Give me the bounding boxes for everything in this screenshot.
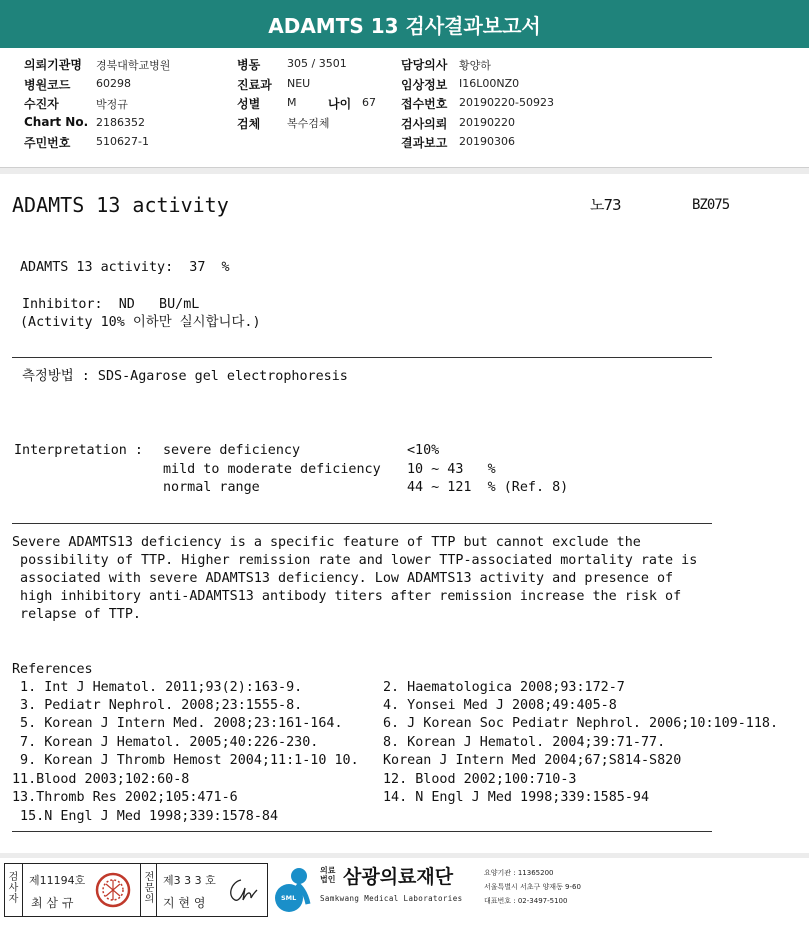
age-value: 67 <box>362 96 376 109</box>
signer2-license: 제3 3 3 호 <box>163 874 216 887</box>
signer1-license: 제11194호 <box>29 874 86 887</box>
doctor-value: 황양하 <box>459 59 491 72</box>
reference-item: 14. N Engl J Med 1998;339:1585-94 <box>383 790 650 805</box>
report-body <box>0 174 809 853</box>
ward-value: 305 / 3501 <box>287 57 347 70</box>
referring-hospital-label: 의뢰기관명 <box>24 58 82 72</box>
org-code: 요양기관 : 11365200 <box>484 869 554 877</box>
seal-stamp-icon <box>94 870 132 910</box>
report-date-label: 결과보고 <box>401 136 448 150</box>
interp-category-severe: severe deficiency <box>163 443 301 458</box>
request-date-label: 검사의뢰 <box>401 117 448 131</box>
hospital-code-value: 60298 <box>96 77 131 90</box>
signer2-name: 지 현 영 <box>163 896 206 910</box>
interp-range-mild: 10 ~ 43 % <box>407 462 496 477</box>
comment-line: relapse of TTP. <box>12 607 141 622</box>
signer2-role: 전문의 <box>144 872 155 905</box>
comment-line: high inhibitory anti-ADAMTS13 antibody titers after remission increase the risk of <box>12 589 682 604</box>
resident-no-value: 510627-1 <box>96 135 149 148</box>
referring-hospital-value: 경북대학교병원 <box>96 59 171 72</box>
inhibitor-note: (Activity 10% 이하만 실시합니다.) <box>20 315 261 330</box>
patient-name-label: 수진자 <box>24 97 59 111</box>
chart-no-value: 2186352 <box>96 116 145 129</box>
reference-item: 8. Korean J Hematol. 2004;39:71-77. <box>383 735 666 750</box>
department-value: NEU <box>287 77 311 90</box>
interp-range-severe: <10% <box>407 443 440 458</box>
sex-label: 성별 <box>237 97 261 111</box>
reference-item: Korean J Intern Med 2004;67;S814-S820 <box>383 753 682 768</box>
inhibitor-line: Inhibitor: ND BU/mL <box>22 297 200 312</box>
interp-category-normal: normal range <box>163 480 260 495</box>
reference-item: 12. Blood 2002;100:710-3 <box>383 772 577 787</box>
patient-name-value: 박정규 <box>96 98 128 111</box>
result-line: ADAMTS 13 activity: 37 % <box>20 260 230 275</box>
signer1-name: 최 삼 규 <box>31 896 74 910</box>
reference-item: 13.Thromb Res 2002;105:471-6 <box>12 790 238 805</box>
separator-line <box>12 357 712 358</box>
reference-item: 15.N Engl J Med 1998;339:1578-84 <box>12 809 279 824</box>
org-phone: 대표번호 : 02-3497-5100 <box>484 897 568 905</box>
clinical-info-label: 임상정보 <box>401 78 448 92</box>
comment-line: Severe ADAMTS13 deficiency is a specific feature of TTP but cannot exclude the <box>12 535 641 550</box>
logo-text: SML <box>281 894 297 902</box>
reference-item: 4. Yonsei Med J 2008;49:405-8 <box>383 698 617 713</box>
reference-item: 2. Haematologica 2008;93:172-7 <box>383 680 625 695</box>
reference-item: 1. Int J Hematol. 2011;93(2):163-9. <box>12 680 303 695</box>
reference-item: 7. Korean J Hematol. 2005;40:226-230. <box>12 735 319 750</box>
footer <box>0 858 809 928</box>
separator-line <box>12 831 712 832</box>
report-title: ADAMTS 13 검사결과보고서 <box>0 0 809 48</box>
handwritten-code: 노73 <box>590 196 621 214</box>
request-date-value: 20190220 <box>459 116 515 129</box>
comment-line: possibility of TTP. Higher remission rate and lower TTP-associated mortality rate is <box>12 553 698 568</box>
department-label: 진료과 <box>237 78 272 92</box>
age-label: 나이 <box>328 97 352 111</box>
references-title: References <box>12 662 93 677</box>
method-line: 측정방법 : SDS-Agarose gel electrophoresis <box>22 369 348 384</box>
reference-item: 6. J Korean Soc Pediatr Nephrol. 2006;10:109-118. <box>383 716 779 731</box>
test-code: BZ075 <box>692 197 730 213</box>
resident-no-label: 주민번호 <box>24 136 71 150</box>
separator-line <box>12 523 712 524</box>
reference-item: 3. Pediatr Nephrol. 2008;23:1555-8. <box>12 698 303 713</box>
interp-range-normal: 44 ~ 121 % (Ref. 8) <box>407 480 569 495</box>
specimen-label: 검체 <box>237 117 261 131</box>
specimen-value: 복수검체 <box>287 117 330 130</box>
test-name-heading: ADAMTS 13 activity <box>12 193 229 217</box>
hospital-code-label: 병원코드 <box>24 78 71 92</box>
reference-item: 9. Korean J Thromb Hemost 2004;11:1-10 10. <box>12 753 359 768</box>
interpretation-label: Interpretation : <box>14 443 143 458</box>
reference-item: 5. Korean J Intern Med. 2008;23:161-164. <box>12 716 343 731</box>
sml-logo-icon <box>272 864 318 914</box>
comment-line: associated with severe ADAMTS13 deficiency. Low ADAMTS13 activity and presence of <box>12 571 674 586</box>
report-date-value: 20190306 <box>459 135 515 148</box>
chart-no-label: Chart No. <box>24 115 89 129</box>
signature-icon <box>223 874 261 906</box>
doctor-label: 담당의사 <box>401 58 448 72</box>
patient-info-panel <box>0 48 809 168</box>
ward-label: 병동 <box>237 58 261 72</box>
interp-category-mild: mild to moderate deficiency <box>163 462 381 477</box>
signer1-role: 검사자 <box>8 872 19 905</box>
org-name: 삼광의료재단 <box>343 866 454 888</box>
reference-item: 11.Blood 2003;102:60-8 <box>12 772 190 787</box>
org-address: 서울특별시 서초구 양재동 9-60 <box>484 883 581 891</box>
signature-box <box>4 863 268 917</box>
org-type: 의료법인 <box>320 866 336 884</box>
clinical-info-value: I16L00NZ0 <box>459 77 520 90</box>
org-name-en: Samkwang Medical Laboratories <box>320 894 463 903</box>
receipt-no-value: 20190220-50923 <box>459 96 554 109</box>
sex-value: M <box>287 96 297 109</box>
receipt-no-label: 접수번호 <box>401 97 448 111</box>
